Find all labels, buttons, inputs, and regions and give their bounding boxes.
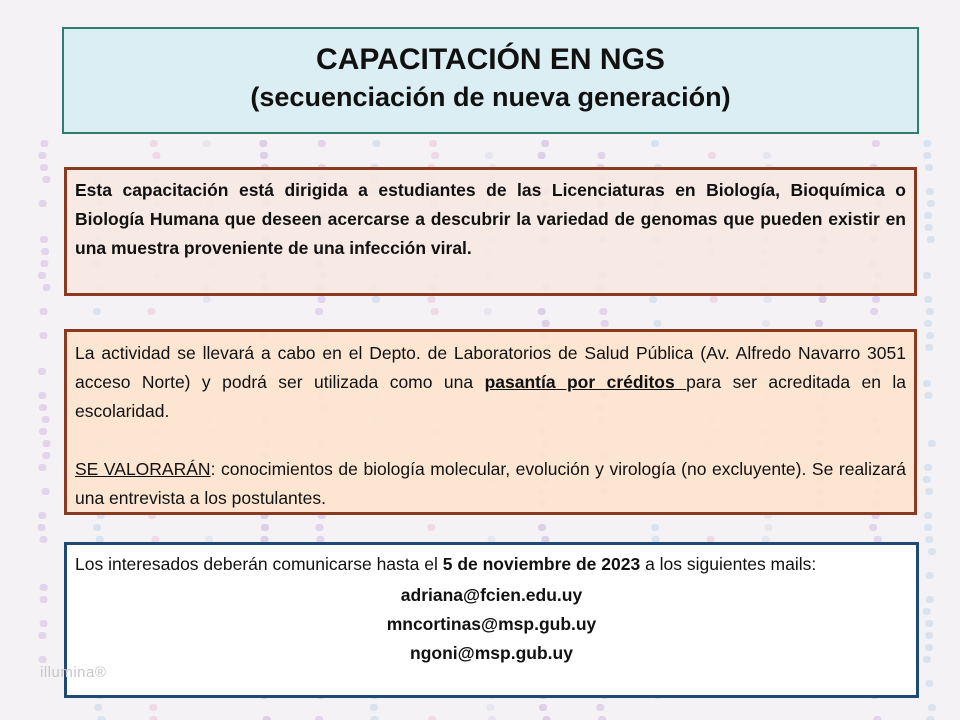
background-dot [923, 380, 931, 387]
background-dot [925, 164, 933, 171]
background-dot [40, 236, 48, 243]
background-dot [923, 152, 931, 159]
background-dot [315, 716, 323, 720]
background-dot [923, 272, 931, 279]
background-dot [428, 716, 436, 720]
background-dot [925, 632, 933, 639]
background-dot [150, 140, 158, 147]
background-dot [872, 296, 880, 303]
background-dot [926, 572, 934, 579]
background-dot [925, 644, 933, 651]
background-dot [763, 152, 771, 159]
background-dot [38, 272, 46, 279]
background-dot [926, 308, 934, 315]
email-ngoni[interactable]: ngoni@msp.gub.uy [410, 643, 573, 663]
illumina-watermark: illumina® [40, 664, 107, 681]
background-dot [815, 320, 823, 327]
background-dot [927, 200, 935, 207]
contact-text-start: Los interesados deberán comunicarse hasta el [75, 554, 443, 574]
background-dot [541, 140, 549, 147]
background-dot [925, 392, 933, 399]
activity-text: La actividad se llevará a cabo en el Depto. de Laboratorios de Salud Pública (Av. Alfredo Navarro 3051 acceso Norte) y podrá ser utilizada como una [75, 343, 906, 392]
background-dot [94, 704, 102, 711]
background-dot [542, 320, 550, 327]
background-dot [38, 152, 46, 159]
email-adriana[interactable]: adriana@fcien.edu.uy [400, 585, 583, 605]
background-dot [431, 152, 439, 159]
title-banner [62, 27, 919, 134]
background-dot [431, 308, 439, 315]
background-dot [649, 296, 657, 303]
valoraran-label: SE VALORARÁN [75, 459, 211, 479]
background-dot [39, 536, 47, 543]
background-dot [924, 296, 932, 303]
background-dot [925, 488, 933, 495]
background-dot [429, 140, 437, 147]
deadline-date: 5 de noviembre de 2023 [442, 554, 641, 574]
valoraran-text: : conocimientos de biología molecular, evolución y virología (no excluyente). Se realizará una entrevista a los postulantes. [75, 459, 906, 508]
activity-paragraph [75, 339, 906, 426]
background-dot [598, 152, 606, 159]
background-dot [926, 716, 934, 720]
background-dot [923, 656, 931, 663]
background-dot [260, 152, 268, 159]
background-dot [42, 416, 50, 423]
background-dot [372, 296, 380, 303]
background-dot [601, 320, 609, 327]
background-dot [924, 512, 932, 519]
background-dot [924, 212, 932, 219]
background-dot [925, 620, 933, 627]
background-dot [926, 680, 934, 687]
background-dot [427, 524, 435, 531]
contact-box [64, 542, 919, 698]
background-dot [315, 308, 323, 315]
background-dot [596, 704, 604, 711]
background-dot [651, 524, 659, 531]
background-dot [149, 704, 157, 711]
background-dot [40, 620, 48, 627]
background-dot [39, 656, 47, 663]
background-dot [654, 320, 662, 327]
background-dot [39, 404, 47, 411]
background-dot [925, 224, 933, 231]
background-dot [484, 308, 492, 315]
background-dot [147, 308, 155, 315]
background-dot [203, 296, 211, 303]
background-dot [40, 584, 48, 591]
email-mncortinas[interactable]: mncortinas@msp.gub.uy [386, 614, 597, 634]
background-dot [42, 488, 50, 495]
background-dot [38, 368, 46, 375]
background-dot [318, 296, 326, 303]
background-dot [40, 260, 48, 267]
background-dot [38, 464, 46, 471]
background-dot [40, 332, 48, 339]
background-dot [486, 704, 494, 711]
background-dot [926, 188, 934, 195]
pasantia-highlight: pasantía por créditos [484, 372, 687, 392]
background-dot [928, 548, 936, 555]
page-subtitle: (secuenciación de nueva generación) [250, 82, 731, 112]
background-dot [539, 704, 547, 711]
page-title: CAPACITACIÓN EN NGS [316, 43, 665, 76]
background-dot [924, 464, 932, 471]
background-dot [928, 704, 936, 711]
background-dot [925, 536, 933, 543]
background-dot [485, 152, 493, 159]
background-dot [42, 452, 50, 459]
background-dot [872, 140, 880, 147]
background-dot [488, 716, 496, 720]
valoraran-paragraph [75, 455, 906, 513]
background-dot [869, 524, 877, 531]
background-dot [203, 140, 211, 147]
background-dot [38, 524, 46, 531]
background-dot [40, 140, 48, 147]
background-dot [873, 716, 881, 720]
intro-box [64, 167, 917, 296]
background-dot [708, 152, 716, 159]
activity-text-end: para ser acreditada en la escolaridad. [75, 372, 907, 421]
background-dot [924, 524, 932, 531]
background-dot [43, 440, 51, 447]
background-dot [370, 704, 378, 711]
background-dot [427, 296, 435, 303]
background-dot [538, 524, 546, 531]
background-dot [371, 716, 379, 720]
background-dot [39, 428, 47, 435]
background-dot [599, 308, 607, 315]
background-dot [651, 140, 659, 147]
background-dot [93, 308, 101, 315]
background-dot [41, 248, 49, 255]
background-dot [39, 200, 47, 207]
background-dot [263, 716, 271, 720]
background-dot [42, 176, 50, 183]
background-dot [764, 524, 772, 531]
background-dot [40, 596, 48, 603]
background-dot [38, 512, 46, 519]
background-dot [43, 284, 51, 291]
background-dot [318, 140, 326, 147]
intro-text: Esta capacitación está dirigida a estudiantes de las Licenciaturas en Biología, Bioquímica o Biología Humana que deseen acercarse a descubrir la variedad de genomas que pueden existir en una muestra proveniente de una infección viral. [75, 180, 906, 258]
email-list [75, 581, 908, 668]
background-dot [923, 608, 931, 615]
background-dot [923, 140, 931, 147]
background-dot [926, 596, 934, 603]
background-dot [259, 140, 267, 147]
background-dot [40, 308, 48, 315]
contact-text-end: a los siguientes mails: [640, 554, 817, 574]
background-dot [261, 524, 269, 531]
contact-text [75, 551, 908, 577]
background-dot [372, 140, 380, 147]
background-dot [38, 392, 46, 399]
background-dot [93, 524, 101, 531]
background-dot [97, 716, 105, 720]
background-dot [316, 524, 324, 531]
background-dot [538, 152, 546, 159]
background-dot [40, 164, 48, 171]
activity-box [64, 329, 917, 515]
background-dot [538, 308, 546, 315]
background-dot [924, 320, 932, 327]
background-dot [926, 332, 934, 339]
background-dot [925, 344, 933, 351]
background-dot [923, 476, 931, 483]
background-dot [710, 296, 718, 303]
background-dot [762, 320, 770, 327]
background-dot [38, 632, 46, 639]
background-dot [542, 716, 550, 720]
background-dot [928, 440, 936, 447]
background-dot [764, 296, 772, 303]
background-dot [598, 716, 606, 720]
background-dot [870, 308, 878, 315]
background-dot [149, 716, 157, 720]
background-dot [927, 236, 935, 243]
background-dot [819, 296, 827, 303]
background-dot [152, 152, 160, 159]
